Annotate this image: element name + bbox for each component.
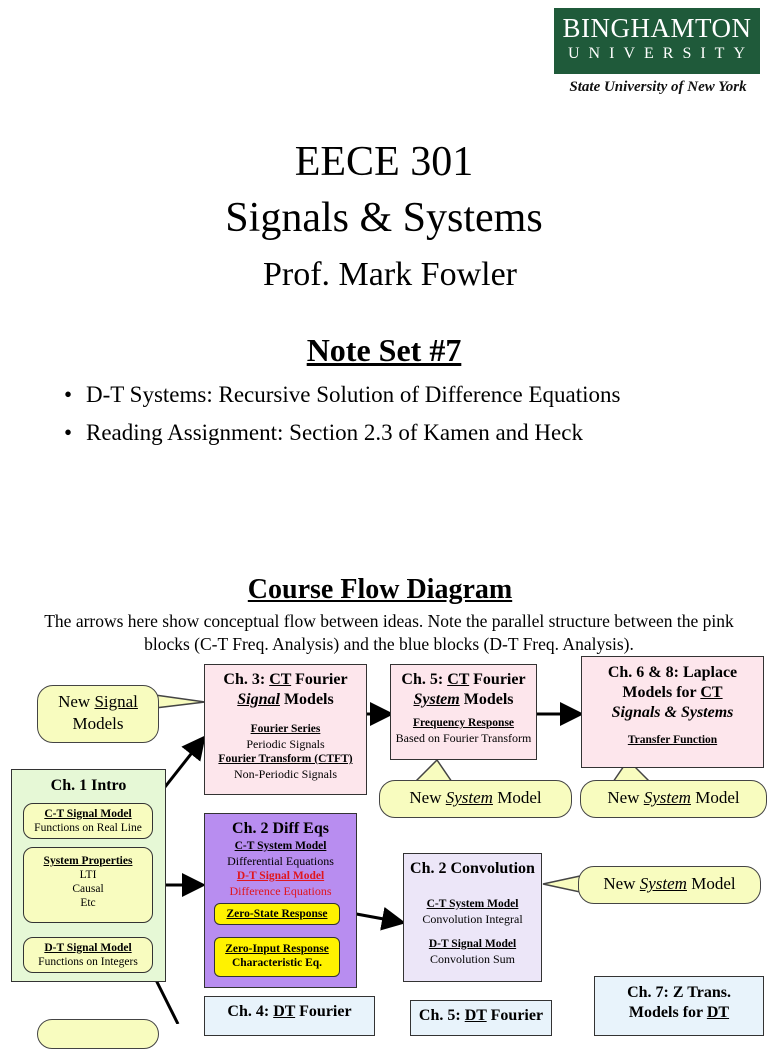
bubble-new-signal-models: [37, 685, 159, 743]
box-subheading: D-T Signal Model: [236, 870, 325, 882]
box-heading: Ch. 7: Z Trans.: [627, 984, 731, 1001]
box-subheading: C-T System Model: [234, 840, 327, 852]
bubble-pointer: [415, 760, 452, 782]
pill-ct-signal-model: [23, 803, 153, 839]
bubble-new-system-model: New System Model: [379, 780, 572, 818]
pill-heading: C-T Signal Model: [44, 808, 132, 820]
label-zero-input-response: Zero-Input Response Characteristic Eq.: [214, 937, 340, 977]
bubble-text-underlined: Signal: [94, 692, 138, 711]
box-heading: Ch. 1 Intro: [50, 777, 127, 794]
pill-text: LTI: [79, 869, 97, 881]
bullet-text: Reading Assignment: Section 2.3 of Kamen and Heck: [86, 420, 583, 445]
flow-description: The arrows here show conceptual flow between ideas. Note the parallel structure between the pink blocks (C-T Freq. Analysis) and the blue blocks (D-T Freq. Analysis).: [44, 611, 734, 654]
flow-title: Course Flow Diagram: [247, 574, 513, 605]
pill-heading: D-T Signal Model: [44, 942, 132, 954]
pill-text: Causal: [72, 883, 104, 895]
note-set-title: Note Set #7: [306, 332, 462, 368]
pill-text: Functions on Real Line: [34, 822, 142, 834]
professor-name: Prof. Mark Fowler: [262, 256, 518, 293]
bullet-item: • Reading Assignment: Section 2.3 of Kamen and Heck: [64, 420, 583, 445]
bubble-text: New: [58, 692, 95, 711]
box-ch3-ct-fourier-signal: [204, 664, 367, 795]
bubble-pointer: [155, 695, 205, 708]
box-heading: System Models: [413, 691, 514, 708]
box-subheading: C-T System Model: [426, 898, 519, 910]
box-ch5-dt-fourier: [410, 1000, 552, 1036]
box-subheading: D-T Signal Model: [428, 938, 517, 950]
bullet-text: D-T Systems: Recursive Solution of Difference Equations: [86, 382, 621, 407]
box-heading: Models for DT: [628, 1004, 730, 1021]
bubble-new-system-model: New System Model: [578, 866, 761, 904]
pill-heading: System Properties: [43, 855, 133, 867]
box-text: Difference Equations: [229, 884, 332, 898]
box-heading: Ch. 5: CT Fourier: [401, 671, 526, 688]
box-text: Convolution Integral: [422, 912, 523, 926]
box-ch4-dt-fourier: [204, 996, 375, 1036]
course-number: EECE 301: [294, 139, 474, 185]
box-ch7-z-trans: [594, 976, 764, 1036]
box-ch6-8-laplace: [581, 656, 764, 768]
box-text: Non-Periodic Signals: [234, 767, 337, 781]
label-zero-state-response: Zero-State Response: [214, 903, 340, 925]
logo-line2: UNIVERSITY: [568, 45, 754, 62]
bubble-pointer: [543, 876, 580, 892]
pill-text: Etc: [80, 897, 96, 909]
box-subheading: Fourier Transform (CTFT): [218, 753, 353, 765]
pill-text: Functions on Integers: [38, 956, 138, 968]
bubble-text: Models: [72, 714, 124, 733]
box-heading: Ch. 6 & 8: Laplace: [607, 664, 738, 681]
box-heading: Ch. 5: DT Fourier: [418, 1007, 544, 1024]
box-subheading: Frequency Response: [412, 717, 515, 729]
box-ch2-convolution: [403, 853, 542, 982]
box-heading: Ch. 3: CT Fourier: [223, 671, 348, 688]
box-heading: Ch. 2 Diff Eqs: [232, 820, 329, 837]
box-heading: Ch. 2 Convolution: [410, 860, 535, 877]
box-heading: Signal Models: [237, 691, 334, 708]
logo-subtitle: State University of New York: [569, 79, 747, 95]
box-text: Based on Fourier Transform: [395, 731, 532, 745]
box-text: Differential Equations: [227, 854, 334, 868]
pill-system-properties: [23, 847, 153, 923]
box-heading: Signals & Systems: [611, 704, 734, 721]
box-heading: Ch. 4: DT Fourier: [227, 1003, 352, 1020]
box-subheading: Transfer Function: [627, 734, 718, 746]
bullet-item: • D-T Systems: Recursive Solution of Difference Equations: [64, 382, 621, 407]
box-subheading: Fourier Series: [250, 723, 321, 735]
course-subject: Signals & Systems: [225, 195, 543, 241]
box-text: Convolution Sum: [429, 952, 515, 966]
logo-line1: BINGHAMTON: [562, 13, 752, 43]
box-ch5-ct-fourier-system: [390, 664, 537, 760]
bubble-new-system-model: New System Model: [580, 780, 767, 818]
box-text: Periodic Signals: [246, 737, 325, 751]
pill-dt-signal-model: [23, 937, 153, 973]
box-heading: Models for CT: [622, 684, 723, 701]
